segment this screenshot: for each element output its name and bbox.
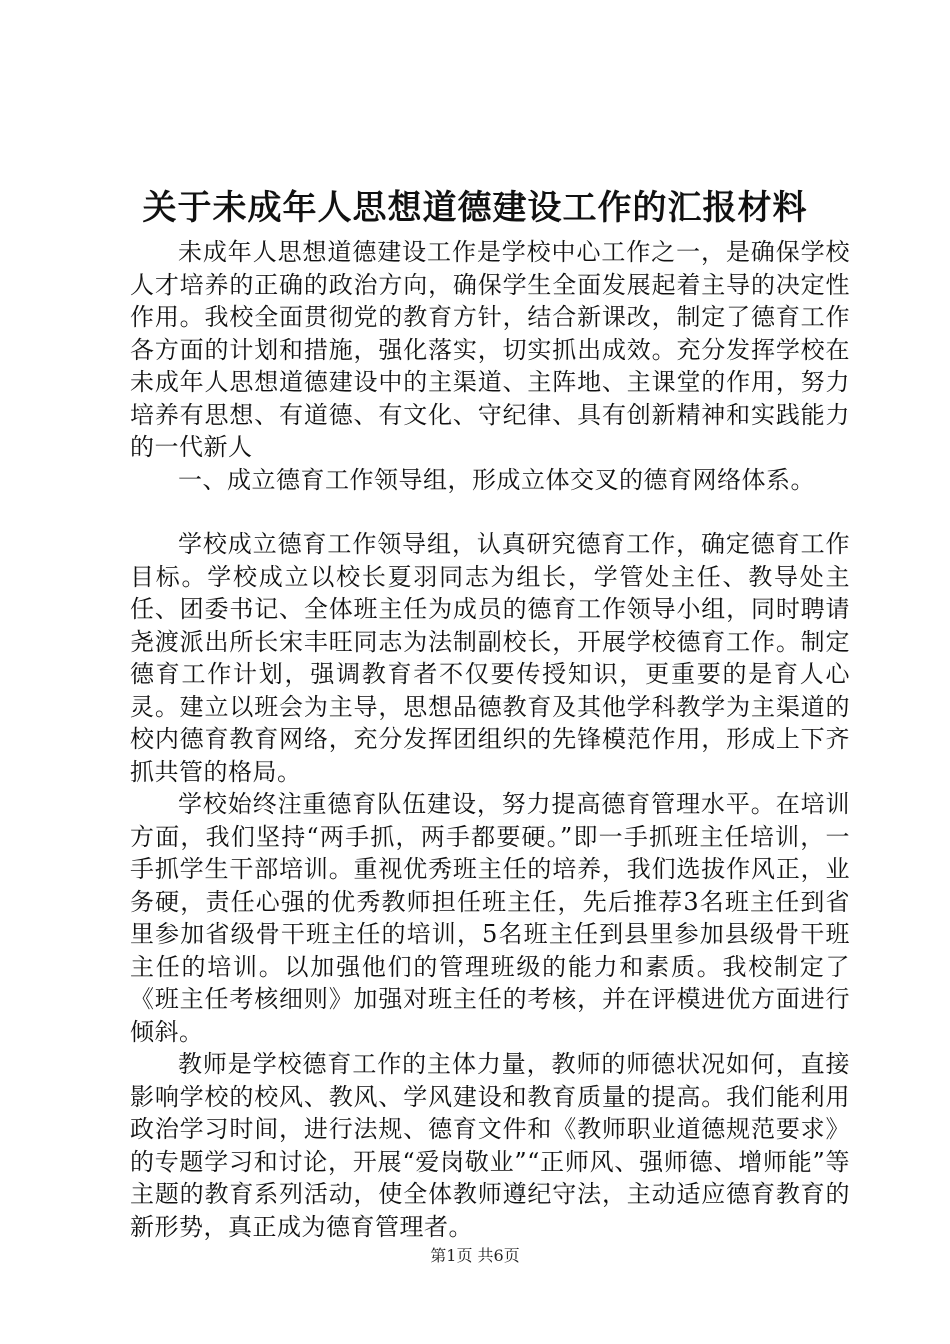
paragraph-teacher-ethics: 教师是学校德育工作的主体力量，教师的师德状况如何，直接影响学校的校风、教风、学风建设和教育质量的提高。我们能利用政治学习时间，进行法规、德育文件和《教师职业道德规范要求》的专题学习和讨论，开展“爱岗敬业”“正师风、强师德、增师能”等主题的教育系列活动，使全体教师遵纪守法，主动适应德育教育的新形势，真正成为德育管理者。 [130,1050,850,1241]
paragraph-leadership-group: 学校成立德育工作领导组，认真研究德育工作，确定德育工作目标。学校成立以校长夏羽同志为组长，学管处主任、教导处主任、团委书记、全体班主任为成员的德育工作领导小组，同时聘请尧渡派出所长宋丰旺同志为法制副校长，开展学校德育工作。制定德育工作计划，强调教育者不仅要传授知识，更重要的是育人心灵。建立以班会为主导，思想品德教育及其他学科教学为主渠道的校内德育教育网络，充分发挥团组织的先锋模范作用，形成上下齐抓共管的格局。 [130,530,850,786]
paragraph-intro: 未成年人思想道德建设工作是学校中心工作之一，是确保学校人才培养的正确的政治方向，确保学生全面发展起着主导的决定性作用。我校全面贯彻党的教育方针，结合新课改，制定了德育工作各方面的计划和措施，强化落实，切实抓出成效。充分发挥学校在未成年人思想道德建设中的主渠道、主阵地、主课堂的作用，努力培养有思想、有道德、有文化、守纪律、具有创新精神和实践能力的一代新人 [130,238,850,461]
paragraph-team-building: 学校始终注重德育队伍建设，努力提高德育管理水平。在培训方面，我们坚持“两手抓，两手都要硬。”即一手抓班主任培训，一手抓学生干部培训。重视优秀班主任的培养，我们选拔作风正，业务硬，责任心强的优秀教师担任班主任，先后推荐3名班主任到省里参加省级骨干班主任的培训，5名班主任到县里参加县级骨干班主任的培训。以加强他们的管理班级的能力和素质。我校制定了《班主任考核细则》加强对班主任的考核，并在评模进优方面进行倾斜。 [130,790,850,1046]
document-body [130,236,850,1243]
document-title: 关于未成年人思想道德建设工作的汇报材料 [142,188,808,228]
page-footer: 第1页 共6页 [430,1246,520,1265]
section-heading-1: 一、成立德育工作领导组，形成立体交叉的德育网络体系。 [178,465,815,494]
